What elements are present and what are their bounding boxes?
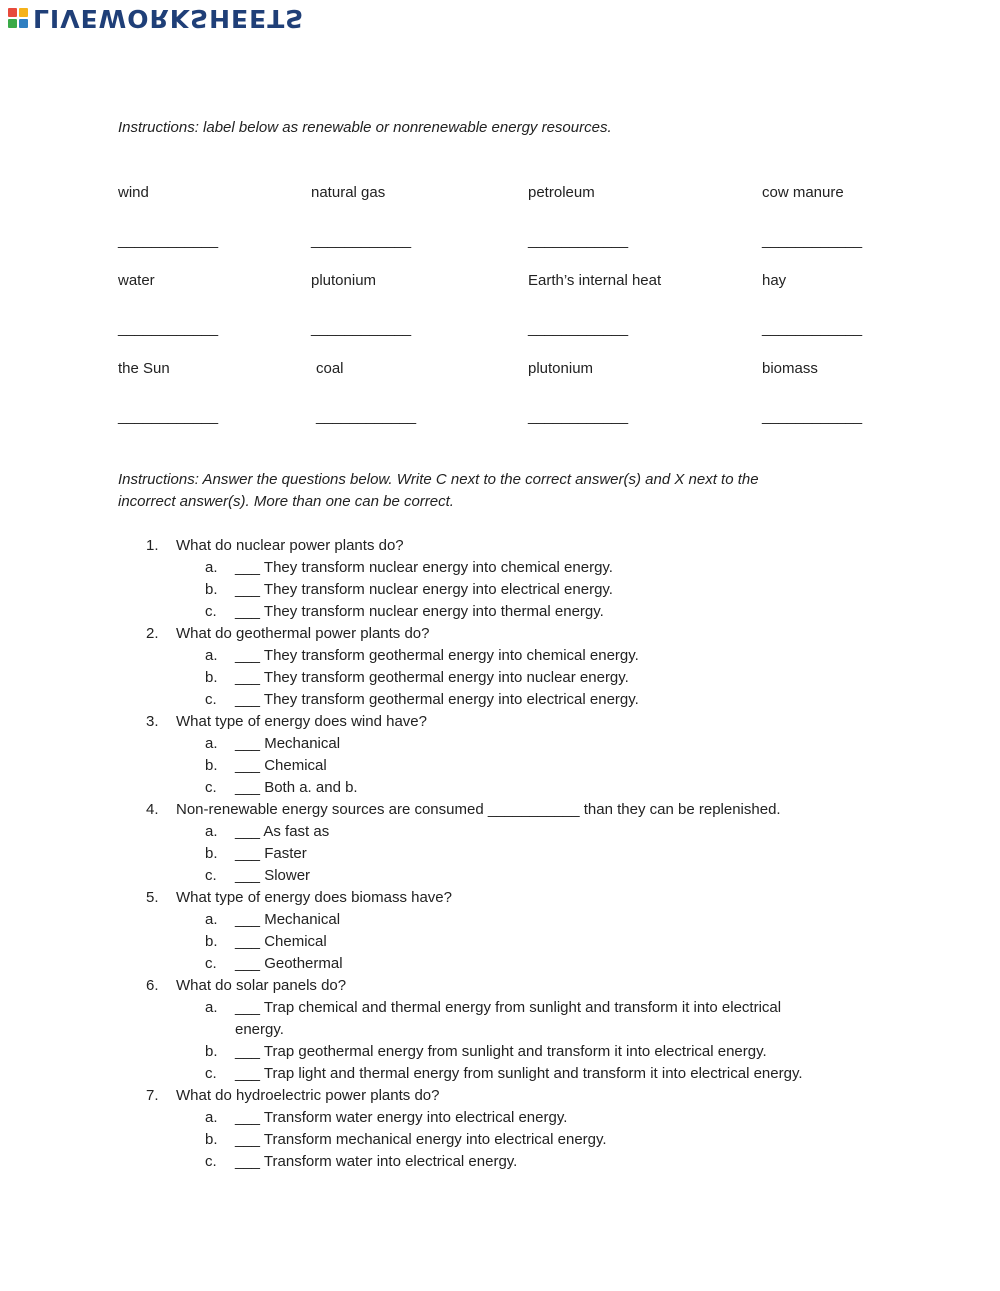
option-text: ___ Transform water energy into electrical energy.: [235, 1109, 568, 1126]
option-letter: b.: [205, 581, 218, 598]
question-text: What type of energy does wind have?: [176, 713, 427, 730]
option-letter: b.: [205, 1131, 218, 1148]
answer-blank[interactable]: ____________: [762, 320, 863, 337]
option-text: ___ Mechanical: [235, 735, 341, 752]
resource-label: biomass: [762, 360, 818, 377]
option-letter: b.: [205, 757, 218, 774]
question-number: 2.: [146, 625, 159, 642]
option-letter: a.: [205, 999, 218, 1016]
option-letter: a.: [205, 559, 218, 576]
option-text: ___ Transform water into electrical energy.: [235, 1153, 518, 1170]
section1-instructions: Instructions: label below as renewable or nonrenewable energy resources.: [118, 119, 612, 136]
option-letter: c.: [205, 779, 217, 796]
question-text: What do nuclear power plants do?: [176, 537, 404, 554]
answer-blank[interactable]: ____________: [311, 320, 412, 337]
option-text: ___ Chemical: [235, 757, 327, 774]
section2-instructions-line1: Instructions: Answer the questions below. Write C next to the correct answer(s) and X next to the: [118, 471, 759, 488]
question-number: 7.: [146, 1087, 159, 1104]
option-text: ___ Mechanical: [235, 911, 341, 928]
option-text: ___ Faster: [235, 845, 307, 862]
answer-blank[interactable]: ____________: [762, 232, 863, 249]
resource-label: wind: [118, 184, 149, 201]
option-letter: a.: [205, 647, 218, 664]
resource-label: hay: [762, 272, 787, 289]
resource-label: water: [118, 272, 155, 289]
option-text: ___ Chemical: [235, 933, 327, 950]
option-text: ___ They transform nuclear energy into thermal energy.: [235, 603, 604, 620]
option-text: ___ They transform geothermal energy into chemical energy.: [235, 647, 639, 664]
option-letter: b.: [205, 669, 218, 686]
answer-blank[interactable]: ____________: [528, 232, 629, 249]
option-letter: a.: [205, 823, 218, 840]
resource-label: natural gas: [311, 184, 386, 201]
resource-label: petroleum: [528, 184, 595, 201]
option-letter: c.: [205, 603, 217, 620]
option-text: ___ Geothermal: [235, 955, 343, 972]
option-letter: c.: [205, 691, 217, 708]
resource-label: coal: [316, 360, 344, 377]
question-number: 1.: [146, 537, 159, 554]
question-text: Non-renewable energy sources are consumed ___________ than they can be replenished.: [176, 801, 781, 818]
liveworksheets-logo: [8, 4, 304, 32]
question-number: 5.: [146, 889, 159, 906]
option-text: ___ Slower: [235, 867, 311, 884]
question-number: 6.: [146, 977, 159, 994]
question-text: What type of energy does biomass have?: [176, 889, 452, 906]
option-text: ___ They transform nuclear energy into electrical energy.: [235, 581, 613, 598]
option-letter: a.: [205, 1109, 218, 1126]
option-text: ___ Both a. and b.: [235, 779, 358, 796]
resource-label: cow manure: [762, 184, 844, 201]
option-text: ___ They transform geothermal energy into nuclear energy.: [235, 669, 629, 686]
answer-blank[interactable]: ____________: [762, 408, 863, 425]
resource-label: plutonium: [528, 360, 594, 377]
resource-label: the Sun: [118, 360, 170, 377]
question-number: 4.: [146, 801, 159, 818]
option-letter: b.: [205, 845, 218, 862]
answer-blank[interactable]: ____________: [118, 320, 219, 337]
option-text: ___ Transform mechanical energy into electrical energy.: [235, 1131, 607, 1148]
answer-blank[interactable]: ____________: [528, 320, 629, 337]
resource-label: Earth’s internal heat: [528, 272, 662, 289]
question-text: What do solar panels do?: [176, 977, 347, 994]
question-text: What do geothermal power plants do?: [176, 625, 430, 642]
option-text: ___ Trap geothermal energy from sunlight and transform it into electrical energy.: [235, 1043, 767, 1060]
option-text: ___ They transform geothermal energy into electrical energy.: [235, 691, 639, 708]
question-text: What do hydroelectric power plants do?: [176, 1087, 440, 1104]
answer-blank[interactable]: ____________: [316, 408, 417, 425]
option-text: ___ Trap light and thermal energy from sunlight and transform it into electrical energy.: [235, 1065, 803, 1082]
logo-text: LIVEWORKSHEETS: [33, 3, 305, 33]
question-number: 3.: [146, 713, 159, 730]
logo-grid-icon: [8, 8, 28, 28]
option-letter: b.: [205, 1043, 218, 1060]
resource-label: plutonium: [311, 272, 377, 289]
option-letter: b.: [205, 933, 218, 950]
answer-blank[interactable]: ____________: [528, 408, 629, 425]
option-letter: c.: [205, 867, 217, 884]
answer-blank[interactable]: ____________: [311, 232, 412, 249]
answer-blank[interactable]: ____________: [118, 232, 219, 249]
option-letter: c.: [205, 955, 217, 972]
section2-instructions-line2: incorrect answer(s). More than one can be correct.: [118, 493, 454, 510]
option-letter: a.: [205, 735, 218, 752]
option-text: ___ Trap chemical and thermal energy from sunlight and transform it into electrical: [235, 999, 782, 1016]
answer-blank[interactable]: ____________: [118, 408, 219, 425]
option-letter: c.: [205, 1153, 217, 1170]
option-text: ___ As fast as: [235, 823, 330, 840]
option-letter: a.: [205, 911, 218, 928]
option-text-continued: energy.: [235, 1021, 284, 1038]
option-letter: c.: [205, 1065, 217, 1082]
option-text: ___ They transform nuclear energy into chemical energy.: [235, 559, 613, 576]
